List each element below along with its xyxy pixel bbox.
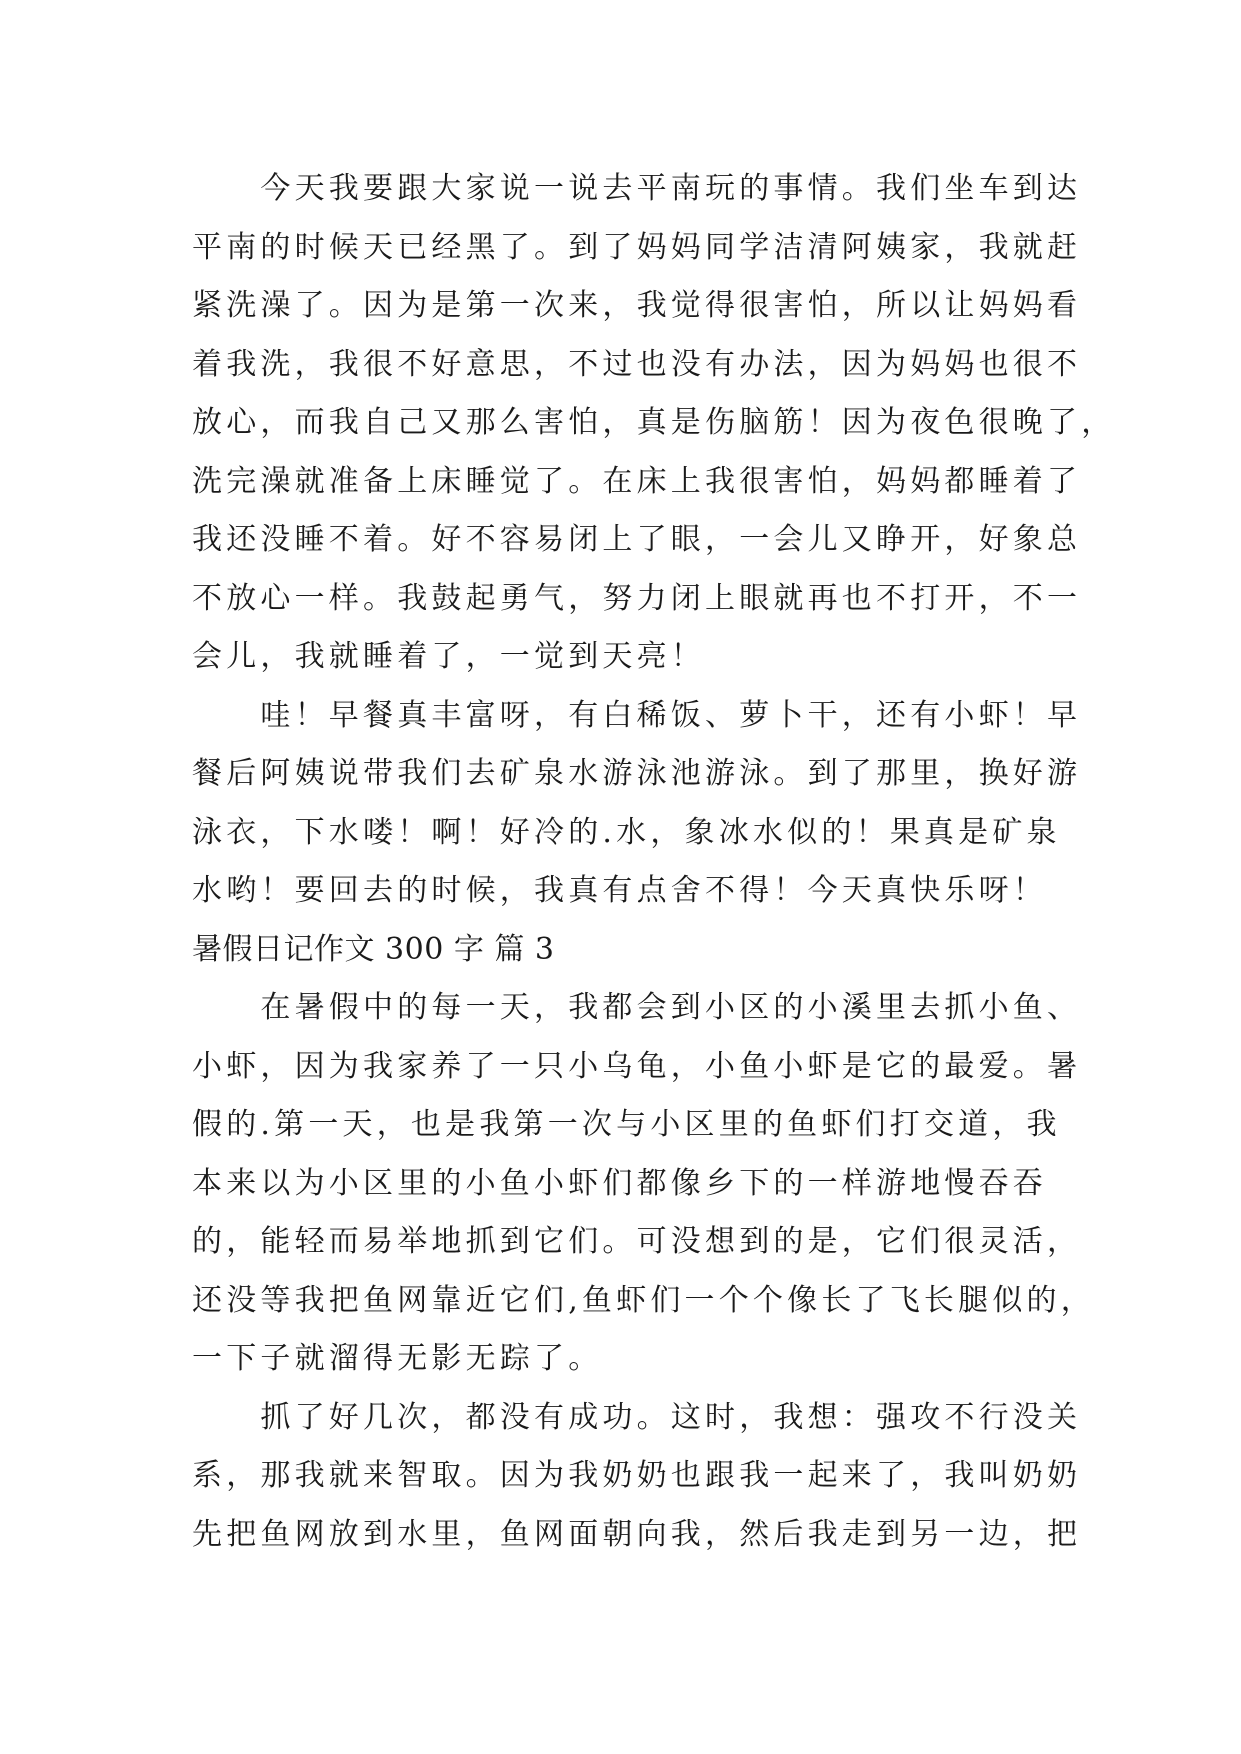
text-line: 会儿，我就睡着了，一觉到天亮！ [192,639,705,674]
text-line: 假的.第一天，也是我第一次与小区里的鱼虾们打交道，我 [192,1107,1061,1142]
text-line: 水哟！要回去的时候，我真有点舍不得！今天真快乐呀！ [192,873,1047,908]
text-line: 泳衣，下水喽！啊！好冷的.水，象冰水似的！果真是矿泉 [192,814,1061,850]
text-line: 平南的时候天已经黑了。到了妈妈同学洁清阿姨家，我就赶 [192,229,1082,265]
text-line: 我还没睡不着。好不容易闭上了眼，一会儿又睁开，好象总 [192,522,1082,557]
text-line: 不放心一样。我鼓起勇气，努力闭上眼就再也不打开，不一 [192,580,1082,616]
text-line: 着我洗，我很不好意思，不过也没有办法，因为妈妈也很不 [192,346,1082,382]
text-line: 本来以为小区里的小鱼小虾们都像乡下的一样游地慢吞吞 [192,1165,1047,1201]
section-heading: 暑假日记作文 300 字 篇 3 [192,931,555,967]
text-line: 紧洗澡了。因为是第一次来，我觉得很害怕，所以让妈妈看 [192,288,1082,323]
text-line: 系，那我就来智取。因为我奶奶也跟我一起来了，我叫奶奶 [192,1458,1082,1493]
text-line: 在暑假中的每一天，我都会到小区的小溪里去抓小鱼、 [192,990,1082,1025]
text-line: 先把鱼网放到水里，鱼网面朝向我，然后我走到另一边，把 [192,1516,1082,1552]
text-line: 哇！早餐真丰富呀，有白稀饭、萝卜干，还有小虾！早 [192,697,1082,733]
text-line: 抓了好几次，都没有成功。这时，我想：强攻不行没关 [192,1399,1082,1435]
text-line: 还没等我把鱼网靠近它们,鱼虾们一个个像长了飞长腿似的， [192,1282,1095,1318]
text-line: 一下子就溜得无影无踪了。 [192,1341,603,1376]
text-line: 餐后阿姨说带我们去矿泉水游泳池游泳。到了那里，换好游 [192,756,1082,791]
text-line: 洗完澡就准备上床睡觉了。在床上我很害怕，妈妈都睡着了 [192,463,1082,499]
text-line: 的，能轻而易举地抓到它们。可没想到的是，它们很灵活， [192,1224,1082,1259]
text-line: 今天我要跟大家说一说去平南玩的事情。我们坐车到达 [192,171,1082,206]
diary-text-body [192,160,1116,1564]
text-line: 放心，而我自己又那么害怕，真是伤脑筋！因为夜色很晚了， [192,405,1116,440]
text-line: 小虾，因为我家养了一只小乌龟，小鱼小虾是它的最爱。暑 [192,1048,1082,1084]
